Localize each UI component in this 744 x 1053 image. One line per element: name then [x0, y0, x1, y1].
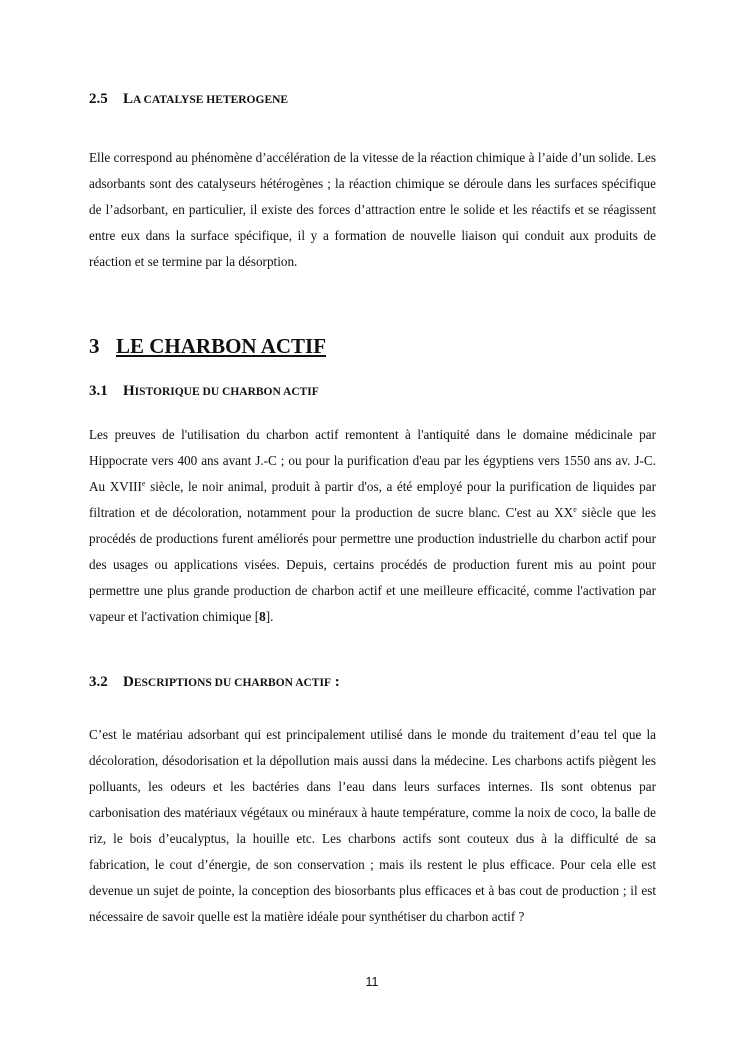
section-number: 3.1 — [89, 383, 108, 399]
section-2-5-paragraph: Elle correspond au phénomène d’accélération de la vitesse de la réaction chimique à l’aide d’un solide. Les adsorbants sont des catalyseurs hétérogènes ; la réaction chimique se déroule dans les surfaces spécifique de l’adsorbant, en particulier, il existe des forces d’attraction entre le solide et les réactifs et se réagissent entre eux dans la surface spécifique, il y a formation de nouvelle liaison qui conduit aux produits de réaction et se termine par la désorption. — [89, 150, 656, 269]
section-3-1-paragraph — [89, 422, 656, 630]
section-title-rest: ESCRIPTIONS DU CHARBON ACTIF — [133, 677, 331, 689]
section-number: 2.5 — [89, 91, 108, 107]
section-3-1-heading — [89, 383, 319, 400]
section-3-heading — [89, 334, 326, 359]
section-title-initial: H — [123, 383, 135, 399]
citation-reference: 8 — [259, 609, 266, 624]
section-title-suffix: : — [330, 674, 340, 690]
page-number: 11 — [365, 975, 379, 989]
paragraph-text: Les preuves de l'utilisation du charbon actif remontent à l'antiquité dans le domaine médicinale par Hippocrate vers 400 ans avant J.-C ; ou pour la purification d'eau par les égyptiens vers 1550 ans av. J-C. Au XVIII — [89, 427, 656, 494]
paragraph-text: ]. — [265, 609, 274, 624]
section-title-rest: ISTORIQUE DU CHARBON ACTIF — [134, 386, 319, 398]
section-number: 3 — [89, 334, 100, 358]
section-title: LE CHARBON ACTIF — [116, 334, 327, 358]
superscript: e — [573, 505, 577, 514]
paragraph-text: siècle, le noir animal, produit à partir d'os, a été employé pour la purification de liquides par filtration et de décoloration, notamment pour la production de sucre blanc. C'est au XX — [89, 479, 656, 520]
section-title-rest: A CATALYSE HETEROGENE — [133, 94, 289, 106]
superscript: e — [141, 479, 146, 488]
section-2-5-heading — [89, 91, 288, 108]
section-3-2-paragraph: C’est le matériau adsorbant qui est principalement utilisé dans le monde du traitement d’eau tel que la décoloration, désodorisation et la dépollution mais aussi dans la médecine. Les charbons actifs piègent les polluants, les odeurs et les bactéries dans l’eau dans leurs surfaces internes. Ils sont obtenus par carbonisation des matériaux végétaux ou minéraux à haute température, comme la noix de coco, la balle de riz, le bois d’eucalyptus, la houille etc. Les charbons actifs sont couteux dus à la difficulté de sa fabrication, le cout d’énergie, de son conservation ; mais ils restent le plus efficace. Pour cela elle est devenue un sujet de pointe, la conception des biosorbants plus efficaces et à bas cout de production ; il est nécessaire de savoir quelle est la matière idéale pour synthétiser du charbon actif ? — [89, 727, 656, 924]
section-number: 3.2 — [89, 674, 108, 690]
section-title-initial: D — [123, 674, 134, 690]
paragraph-text: siècle que les procédés de productions furent améliorés pour permettre une production industrielle du charbon actif pour des usages ou applications visées. Depuis, certains procédés de production furent mis au point pour permettre une plus grande production de charbon actif et une meilleure efficacité, comme l'activation par vapeur et l'activation chimique [ — [89, 505, 656, 624]
section-3-2-heading — [89, 674, 340, 691]
section-title-initial: L — [123, 91, 134, 107]
